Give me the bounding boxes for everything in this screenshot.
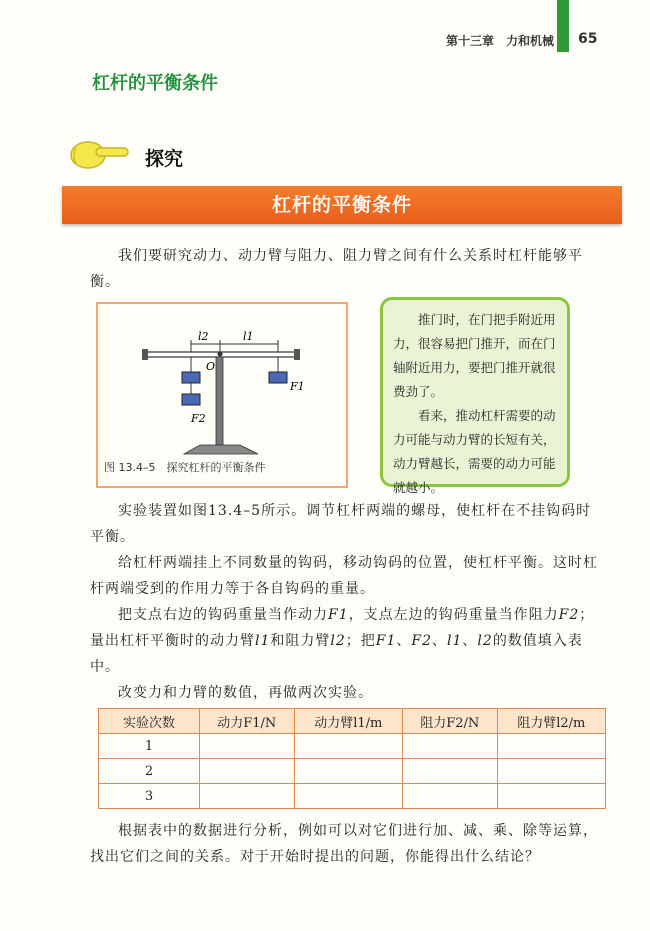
page-header <box>0 0 650 55</box>
table-cell <box>294 734 402 759</box>
table-row <box>99 759 606 784</box>
explore-label: 探究 <box>145 148 184 170</box>
table-cell <box>402 759 497 784</box>
activity-banner <box>62 186 622 224</box>
table-cell <box>497 784 605 809</box>
step-3-part-b: ，支点左边的钩码重量当作阻力 <box>348 607 559 623</box>
table-cell <box>497 734 605 759</box>
banner-title: 杠杆的平衡条件 <box>271 194 412 216</box>
header-accent-bar <box>557 0 569 52</box>
label-l2: l2 <box>198 330 209 343</box>
col-header: 动力F1/N <box>200 709 295 734</box>
note-paragraph-2: 看来，推动杠杆需要的动力可能与动力臂的长短有关，动力臂越长，需要的动力可能就越小。 <box>393 408 556 495</box>
step-4: 改变力和力臂的数值，再做两次实验。 <box>118 685 373 701</box>
symbol-l2-list: l2 <box>477 633 493 649</box>
intro-paragraph <box>90 243 605 295</box>
label-o: O <box>206 360 216 373</box>
label-l1: l1 <box>243 330 254 343</box>
table-cell <box>402 784 497 809</box>
label-f2: F2 <box>191 412 206 425</box>
separator: 、 <box>462 633 478 649</box>
step-2: 给杠杆两端挂上不同数量的钩码，移动钩码的位置，使杠杆平衡。这时杠杆两端受到的作用力等于各自钩码的重量。 <box>90 555 598 597</box>
step-3-part-c: ；量出杠杆平衡时的动力臂 <box>90 607 595 649</box>
col-header: 动力臂l1/m <box>294 709 402 734</box>
intro-text: 我们要研究动力、动力臂与阻力、阻力臂之间有什么关系时杠杆能够平衡。 <box>90 248 583 290</box>
section-title: 杠杆的平衡条件 <box>92 73 218 94</box>
table-cell <box>200 759 295 784</box>
pointing-hand-icon <box>68 138 130 172</box>
table-cell <box>294 759 402 784</box>
row-index: 1 <box>99 734 200 759</box>
sidebar-note <box>380 297 570 495</box>
page-number: 65 <box>578 31 598 47</box>
conclusion-text: 根据表中的数据进行分析，例如可以对它们进行加、减、乘、除等运算，找出它们之间的关系。对于开始时提出的问题，你能得出什么结论？ <box>90 823 598 865</box>
separator: 、 <box>396 633 412 649</box>
label-f1: F1 <box>290 380 305 393</box>
table-header-row <box>99 709 606 734</box>
table-cell <box>497 759 605 784</box>
table-cell <box>402 734 497 759</box>
row-index: 3 <box>99 784 200 809</box>
table-cell <box>200 734 295 759</box>
note-paragraph-1: 推门时，在门把手附近用力，很容易把门推开，而在门轴附近用力，要把门推开就很费劲了。 <box>393 312 556 399</box>
steps-block <box>90 498 605 706</box>
symbol-f1-list: F1 <box>375 633 397 649</box>
conclusion-paragraph <box>90 818 605 870</box>
lever-apparatus-figure <box>98 304 346 464</box>
table-cell <box>200 784 295 809</box>
col-header: 阻力F2/N <box>402 709 497 734</box>
symbol-f1: F1 <box>328 607 349 623</box>
data-table <box>98 708 606 809</box>
step-3-part-e: ；把 <box>345 633 376 649</box>
col-header: 实验次数 <box>99 709 200 734</box>
table-cell <box>294 784 402 809</box>
separator: 、 <box>432 633 448 649</box>
symbol-l1: l1 <box>255 633 271 649</box>
symbol-f2: F2 <box>558 607 580 623</box>
row-index: 2 <box>99 759 200 784</box>
step-3 <box>90 602 605 680</box>
figure-caption: 图 13.4–5 探究杠杆的平衡条件 <box>104 461 266 474</box>
table-row <box>99 734 606 759</box>
symbol-f2-list: F2 <box>411 633 433 649</box>
table-row <box>99 784 606 809</box>
step-3-part-f: 的数值填入表中。 <box>90 633 583 675</box>
step-3-part-d: 和阻力臂 <box>270 633 331 649</box>
step-1: 实验装置如图13.4–5所示。调节杠杆两端的螺母，使杠杆在不挂钩码时平衡。 <box>90 503 592 545</box>
chapter-title: 第十三章 力和机械 <box>445 34 554 48</box>
col-header: 阻力臂l2/m <box>497 709 605 734</box>
step-3-part-a: 把支点右边的钩码重量当作动力 <box>118 607 328 623</box>
symbol-l1-list: l1 <box>447 633 463 649</box>
symbol-l2: l2 <box>330 633 346 649</box>
